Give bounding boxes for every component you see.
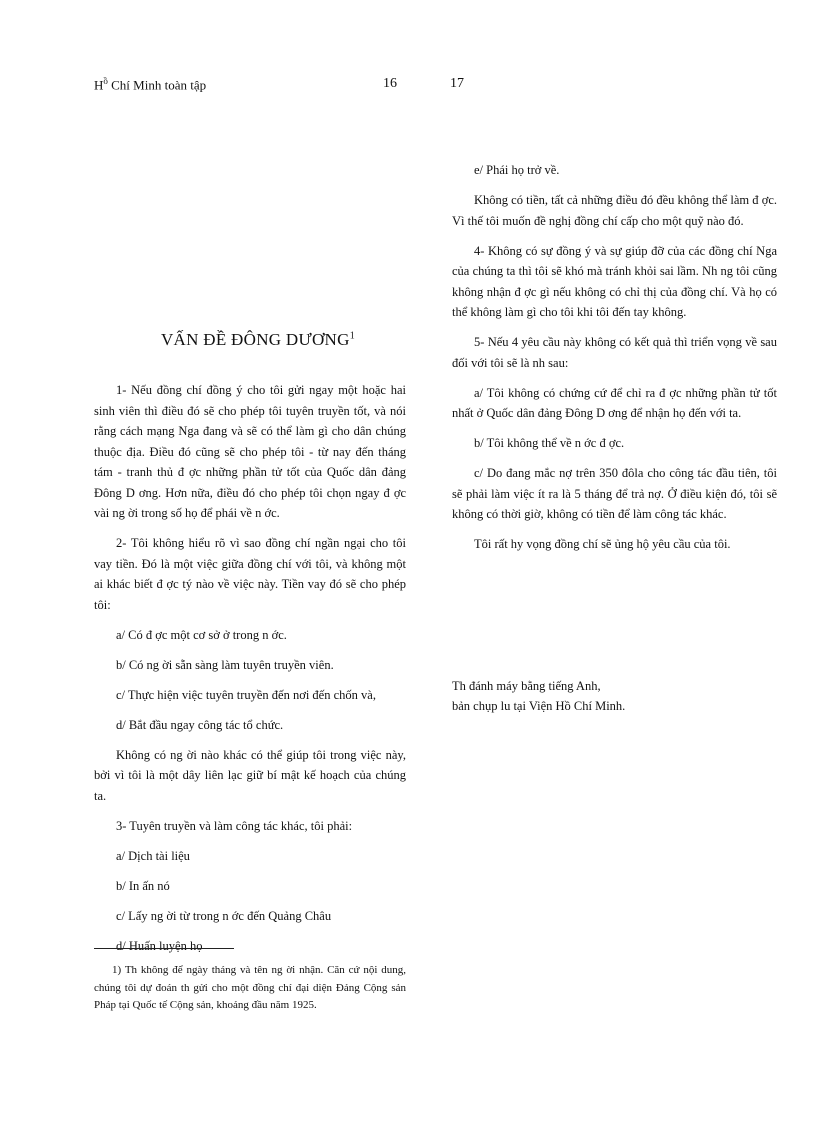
source-line: bản chụp lu tại Viện Hồ Chí Minh. — [452, 699, 626, 713]
paragraph: 2- Tôi không hiểu rõ vì sao đồng chí ngần ngại cho tôi vay tiền. Đó là một việc giữa đồng chí với tôi, và không một ai khác biết đ ợc tý nào về việc này. Tiền vay đó sẽ cho phép tôi: — [94, 536, 406, 612]
footnote-marker[interactable]: 1 — [349, 330, 356, 342]
list-item: b/ Có ng ời sẵn sàng làm tuyên truyền viên. — [116, 657, 334, 672]
page-number-left: 16 — [383, 76, 397, 91]
list-item: c/ Lấy ng ời từ trong n ớc đến Quảng Châu — [116, 908, 332, 923]
paragraph: Không có tiền, tất cả những điều đó đều không thể làm đ ợc. Vì thế tôi muốn đề nghị đồng chí cấp cho một quỹ nào đó. — [452, 193, 777, 228]
list-item: d/ Huấn luyện họ — [116, 938, 203, 953]
right-page — [440, 0, 816, 1123]
footnote-divider — [94, 948, 234, 949]
left-body-text — [94, 380, 406, 966]
paragraph: Không có ng ời nào khác có thể giúp tôi trong việc này, bởi vì tôi là một dây liên lạc giữ bí mật kế hoạch của chúng ta. — [94, 747, 406, 803]
chapter-title: VẤN ĐỀ ĐÔNG DƯƠNG$^1$ — [160, 330, 356, 349]
footnote — [94, 962, 406, 1015]
footnote-text: 1) Th không để ngày tháng và tên ng ời nhận. Căn cứ nội dung, chúng tôi dự đoán th gửi cho một đồng chí đại diện Đảng Cộng sản Pháp tại Quốc tế Cộng sản, khoảng đầu năm 1925. — [94, 964, 406, 1011]
page-number-right: 17 — [450, 76, 464, 91]
paragraph: 4- Không có sự đồng ý và sự giúp đỡ của các đồng chí Nga của chúng ta thì tôi sẽ khó mà tránh khỏi sai lầm. Nh ng tôi cũng không nhận đ ợc gì nếu không có chỉ thị của đồng chí. Và họ có thể không làm gì cho tôi khi tôi đến tay không. — [452, 243, 777, 319]
paragraph: Tôi rất hy vọng đồng chí sẽ ủng hộ yêu cầu của tôi. — [474, 537, 731, 551]
list-item: b/ In ấn nó — [116, 878, 170, 893]
list-item: a/ Có đ ợc một cơ sở ở trong n ớc. — [116, 627, 287, 642]
paragraph: 5- Nếu 4 yêu cầu này không có kết quả thì triển vọng về sau đối với tôi sẽ là nh sau: — [452, 335, 777, 370]
list-item: b/ Tôi không thể về n ớc đ ợc. — [474, 436, 625, 450]
list-item: a/ Dịch tài liệu — [116, 848, 190, 863]
list-item: d/ Bắt đầu ngay công tác tổ chức. — [116, 717, 284, 732]
right-body-text — [452, 160, 777, 564]
list-item: a/ Tôi không có chứng cứ để chỉ ra đ ợc những phần tử tốt nhất ở Quốc dân đảng Đông D ơng để nhận họ đến với ta. — [452, 385, 777, 420]
list-item: c/ Do đang mắc nợ trên 350 đôla cho công tác đầu tiên, tôi sẽ phải làm việc ít ra là 5 tháng để trả nợ. Ở điều kiện đó, tôi sẽ không có thời giờ, không có tiền để làm công tác khác. — [452, 466, 777, 521]
source-note — [452, 676, 752, 716]
list-item: e/ Phái họ trở về. — [474, 163, 560, 177]
running-head: $H^ồ$ Chí Minh toàn tập — [94, 76, 207, 93]
paragraph: 3- Tuyên truyền và làm công tác khác, tôi phải: — [116, 818, 353, 833]
source-line: Th đánh máy bằng tiếng Anh, — [452, 679, 601, 693]
paragraph: 1- Nếu đồng chí đồng ý cho tôi gửi ngay một hoặc hai sinh viên thì điều đó sẽ cho phép tôi tuyên truyền tốt, và nói rằng cách mạng Nga đang và sẽ có thể làm gì cho dân chúng thuộc địa. Điều đó cũng sẽ cho phép tôi - từ nay đến tháng tám - tranh thủ đ ợc những phần tử tốt của Quốc dân đảng Đông D ơng. Hơn nữa, điều đó cho phép tôi chọn ngay đ ợc vài ng ời trong số họ để phái về n ớc. — [94, 383, 406, 520]
list-item: c/ Thực hiện việc tuyên truyền đến nơi đến chốn và, — [116, 687, 376, 702]
